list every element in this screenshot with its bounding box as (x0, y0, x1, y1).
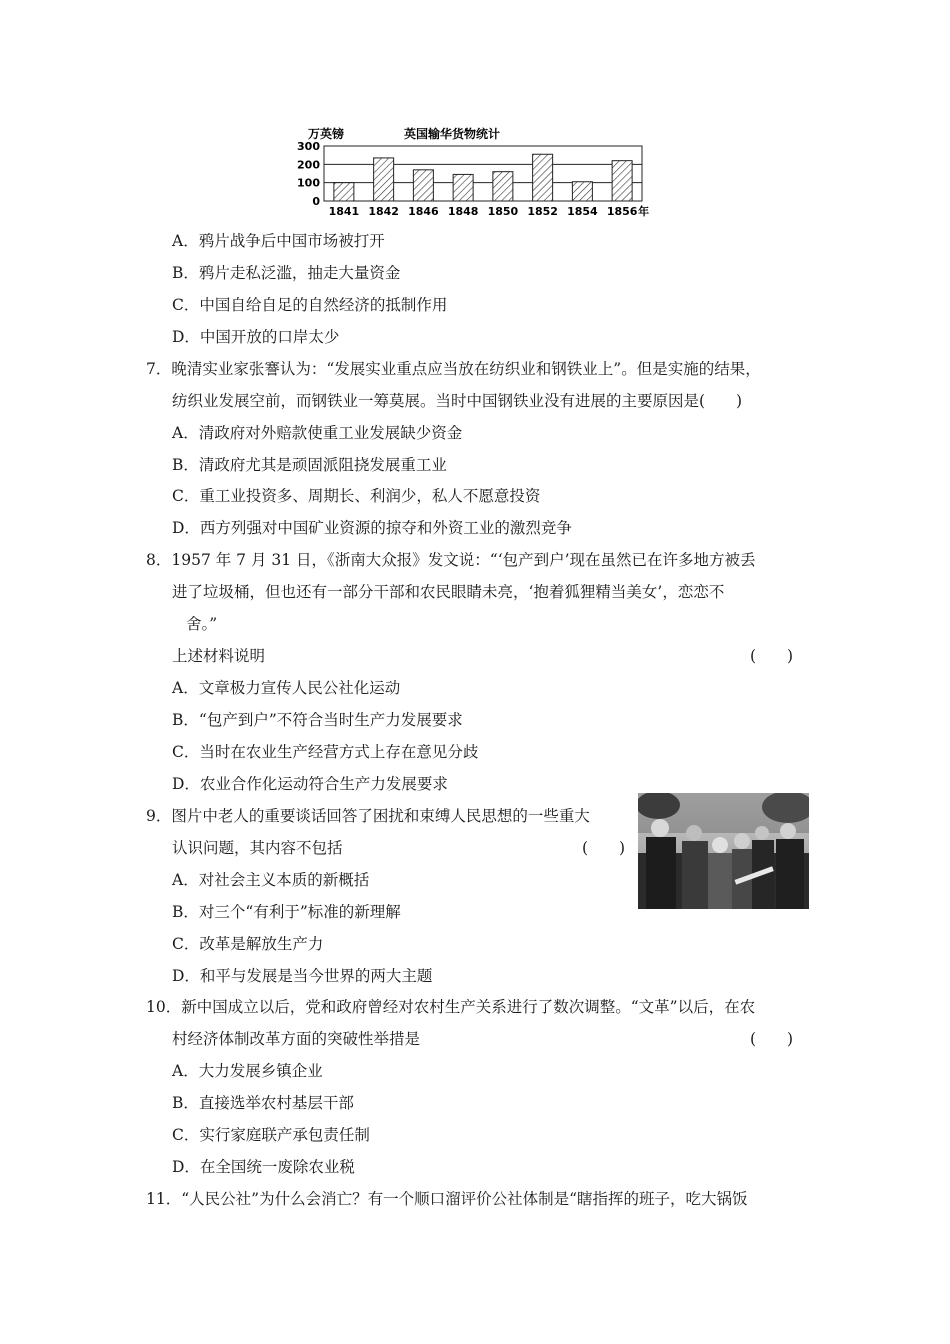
q9-answer-paren: ( ) (582, 839, 626, 857)
q6-option-a: A．鸦片战争后中国市场被打开 (172, 232, 385, 250)
chart-bar (572, 182, 592, 201)
q8-option-c: C．当时在农业生产经营方式上存在意见分歧 (172, 743, 479, 761)
q11-stem-line-1: 11．“人民公社”为什么会消亡？有一个顺口溜评价公社体制是“瞎指挥的班子，吃大锅饭 (146, 1190, 748, 1208)
q7-stem-line-1: 7．晚清实业家张謇认为：“发展实业重点应当放在纺织业和钢铁业上”。但是实施的结果， (146, 360, 761, 378)
q9-option-a: A．对社会主义本质的新概括 (172, 871, 370, 889)
chart-bar (413, 170, 433, 201)
british-exports-chart (292, 120, 662, 220)
q10-answer-paren: ( ) (750, 1030, 794, 1048)
chart-y-tick-label: 0 (312, 195, 320, 208)
q10-option-c: C．实行家庭联产承包责任制 (172, 1126, 370, 1144)
q8-stem-line-1: 8．1957 年 7 月 31 日，《浙南大众报》发文说：“‘包产到户’现在虽然已在许多地方被丢 (146, 551, 756, 569)
q6-option-d: D．中国开放的口岸太少 (172, 328, 340, 346)
chart-x-tick-label: 1841 (328, 205, 360, 218)
q6-option-b: B．鸦片走私泛滥，抽走大量资金 (172, 264, 401, 282)
q6-option-c: C．中国自给自足的自然经济的抵制作用 (172, 296, 448, 314)
q9-option-d: D．和平与发展是当今世界的两大主题 (172, 967, 433, 985)
q9-stem-line-2: 认识问题，其内容不包括 (172, 839, 343, 857)
chart-x-tick-label: 1846 (408, 205, 439, 218)
chart-bar (374, 158, 394, 201)
chart-y-tick-label: 200 (297, 158, 320, 172)
chart-plot (297, 140, 649, 218)
q7-option-d: D．西方列强对中国矿业资源的掠夺和外资工业的激烈竞争 (172, 519, 572, 537)
q8-option-b: B．“包产到户”不符合当时生产力发展要求 (172, 711, 463, 729)
chart-y-tick-label: 300 (297, 140, 320, 153)
q10-stem-line-2: 村经济体制改革方面的突破性举措是 (172, 1030, 421, 1048)
q9-option-c: C．改革是解放生产力 (172, 935, 324, 953)
chart-x-tick-label: 1848 (447, 205, 479, 218)
chart-bar (612, 161, 632, 201)
q7-option-a: A．清政府对外赔款使重工业发展缺少资金 (172, 424, 463, 442)
chart-x-unit: 年 (638, 205, 650, 218)
q9-photo (638, 793, 809, 909)
chart-bar (493, 172, 513, 201)
q8-stem-line-2: 进了垃圾桶，但也还有一部分干部和农民眼睛未亮，‘抱着狐狸精当美女’，恋恋不 (172, 583, 725, 601)
chart-y-unit: 万英镑 (308, 127, 345, 141)
chart-x-tick-label: 1852 (527, 205, 558, 218)
chart-bar (533, 154, 553, 201)
chart-title: 英国输华货物统计 (404, 127, 501, 141)
chart-bar (453, 174, 473, 201)
chart-x-tick-label: 1856 (606, 205, 638, 218)
q8-stem-line-3: 舍。” (186, 615, 218, 633)
q8-answer-paren: ( ) (750, 647, 794, 665)
q8-stem-line-4: 上述材料说明 (172, 647, 266, 665)
q10-option-b: B．直接选举农村基层干部 (172, 1094, 354, 1112)
chart-x-tick-label: 1854 (567, 205, 598, 218)
q7-option-b: B．清政府尤其是顽固派阻挠发展重工业 (172, 456, 447, 474)
q9-stem-line-1: 9．图片中老人的重要谈话回答了困扰和束缚人民思想的一些重大 (146, 807, 590, 825)
chart-frame (324, 146, 642, 201)
chart-x-tick-label: 1850 (487, 205, 519, 218)
q7-option-c: C．重工业投资多、周期长、利润少，私人不愿意投资 (172, 487, 541, 505)
chart-x-tick-label: 1842 (368, 205, 399, 218)
chart-bar (334, 183, 354, 201)
q8-option-d: D．农业合作化运动符合生产力发展要求 (172, 775, 448, 793)
q8-option-a: A．文章极力宣传人民公社化运动 (172, 679, 401, 697)
q7-stem-line-2: 纺织业发展空前，而钢铁业一筹莫展。当时中国钢铁业没有进展的主要原因是( ) (172, 392, 743, 410)
q10-option-a: A．大力发展乡镇企业 (172, 1062, 323, 1080)
q10-option-d: D．在全国统一废除农业税 (172, 1158, 355, 1176)
q9-option-b: B．对三个“有利于”标准的新理解 (172, 903, 401, 921)
q10-stem-line-1: 10．新中国成立以后，党和政府曾经对农村生产关系进行了数次调整。“文革”以后，在农 (146, 998, 756, 1016)
chart-y-tick-label: 100 (297, 176, 320, 190)
